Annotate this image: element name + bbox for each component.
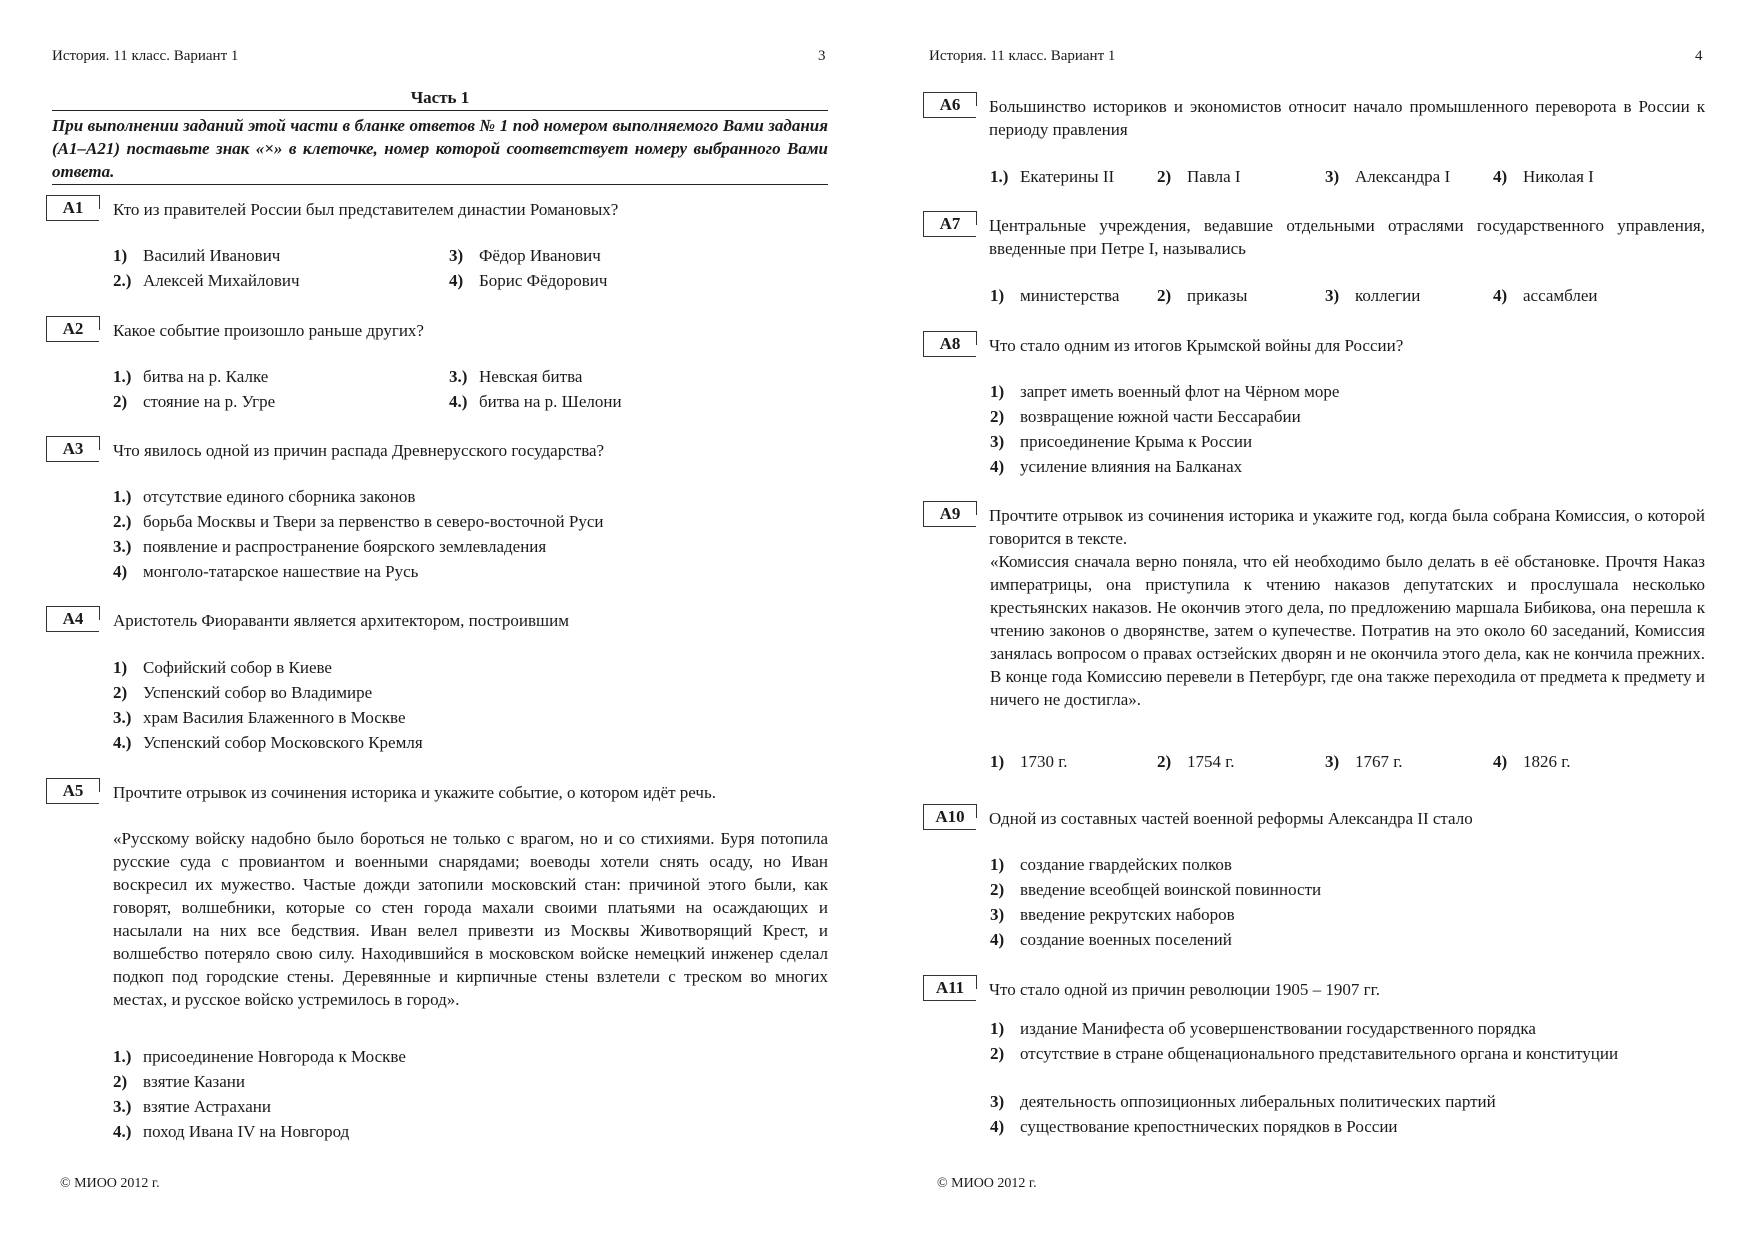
option-text: взятие Астрахани (143, 1097, 271, 1116)
answer-option (113, 244, 280, 267)
task-question: Аристотель Фиораванти является архитектором, построившим (113, 611, 569, 630)
option-number: 3) (449, 246, 464, 265)
option-number: 4) (449, 271, 464, 290)
answer-option (990, 1017, 1536, 1040)
option-text: 1767 г. (1355, 752, 1403, 771)
answer-option (990, 430, 1252, 453)
answer-option (449, 244, 601, 267)
option-text: Успенский собор Московского Кремля (143, 733, 423, 752)
historian-excerpt: «Русскому войску надобно было бороться не только с врагом, но и со стихиями. Буря потопила русские суда с провиантом и военными снарядами; воеводы хотели снять осаду, но Иван воскресил их мужество. Частые дожди затопили московский стан: причиной этого были, как говорят, волшебники, которые со стен города махали своими платьями на осаждающих и насылали на них все бедствия. Иван велел привезти из Москвы Животворящий Крест, и волшебство потеряло свою силу. Находившийся в московском войске немецкий инженер сделал подкоп под городские стены. Деревянные и кирпичные стены взлетели с треском во многих местах, и русское войско устремилось в город». (113, 829, 828, 1009)
answer-option (449, 269, 607, 292)
option-number: 2) (990, 407, 1005, 426)
option-text: поход Ивана IV на Новгород (143, 1122, 350, 1141)
option-text: монголо-татарское нашествие на Русь (143, 562, 419, 581)
answer-option (449, 365, 582, 388)
divider (52, 184, 828, 185)
option-text: введение рекрутских наборов (1020, 905, 1235, 924)
option-text: ассамблеи (1523, 286, 1598, 305)
task-label: А2 (46, 316, 99, 342)
option-number: 3.) (449, 367, 468, 386)
option-text: появление и распространение боярского землевладения (143, 537, 547, 556)
task-question: Что стало одной из причин революции 1905 – 1907 гг. (989, 980, 1380, 999)
task-label: А11 (923, 975, 976, 1001)
option-text: борьба Москвы и Твери за первенство в северо-восточной Руси (143, 512, 604, 531)
page-footer: © МИОО 2012 г. (60, 1176, 160, 1191)
task-question: Какое событие произошло раньше других? (113, 321, 424, 340)
option-number: 2) (113, 683, 128, 702)
task-question: Большинство историков и экономистов относит начало промышленного переворота в России к периоду правления (989, 97, 1705, 139)
answer-option (113, 1120, 349, 1143)
option-text: присоединение Новгорода к Москве (143, 1047, 406, 1066)
option-number: 4.) (113, 733, 132, 752)
answer-option (449, 390, 622, 413)
right-page (877, 0, 1754, 1239)
task-question: Одной из составных частей военной реформы Александра II стало (989, 809, 1473, 828)
answer-option (990, 928, 1232, 951)
task-question: Прочтите отрывок из сочинения историка и укажите событие, о котором идёт речь. (113, 783, 716, 802)
option-text: коллегии (1355, 286, 1421, 305)
option-number: 3) (1325, 167, 1340, 186)
option-number: 1) (113, 658, 128, 677)
task-label: А9 (923, 501, 976, 527)
option-text: создание гвардейских полков (1020, 855, 1232, 874)
answer-option (990, 750, 1068, 773)
option-text: создание военных поселений (1020, 930, 1232, 949)
answer-option (1157, 165, 1241, 188)
option-text: 1826 г. (1523, 752, 1571, 771)
option-number: 3.) (113, 537, 132, 556)
instruction-text: При выполнении заданий этой части в бланке ответов № 1 под номером выполняемого Вами задания (А1–А21) поставьте знак «×» в клеточке, номер которой соответствует номеру выбранного Вами ответа. (52, 116, 828, 181)
answer-option (1325, 284, 1420, 307)
option-text: стояние на р. Угре (143, 392, 276, 411)
option-number: 2) (113, 1072, 128, 1091)
task-question: Кто из правителей России был представителем династии Романовых? (113, 200, 619, 219)
option-number: 2) (990, 1044, 1005, 1063)
answer-option (990, 903, 1235, 926)
answer-option (990, 380, 1339, 403)
answer-option (113, 365, 268, 388)
answer-option (1493, 165, 1594, 188)
option-number: 1) (990, 1019, 1005, 1038)
option-text: отсутствие единого сборника законов (143, 487, 416, 506)
option-text: взятие Казани (143, 1072, 245, 1091)
answer-option (1325, 165, 1450, 188)
task-question: Центральные учреждения, ведавшие отдельными отраслями государственного управления, введенные при Петре I, назывались (989, 216, 1705, 258)
answer-option (113, 269, 300, 292)
answer-option (113, 1095, 271, 1118)
option-number: 2.) (113, 271, 132, 290)
answer-option (113, 535, 546, 558)
option-number: 4) (1493, 752, 1508, 771)
option-number: 4.) (449, 392, 468, 411)
answer-option (990, 165, 1114, 188)
task-question: Что стало одним из итогов Крымской войны для России? (989, 336, 1404, 355)
option-text: Софийский собор в Киеве (143, 658, 332, 677)
option-number: 4) (1493, 167, 1508, 186)
answer-option (990, 284, 1119, 307)
option-number: 2) (1157, 752, 1172, 771)
option-text: присоединение Крыма к России (1020, 432, 1253, 451)
option-text: деятельность оппозиционных либеральных политических партий (1020, 1092, 1496, 1111)
answer-option (113, 1045, 406, 1068)
option-text: Фёдор Иванович (479, 246, 601, 265)
task-label: А8 (923, 331, 976, 357)
task-label: А10 (923, 804, 976, 830)
option-text: 1754 г. (1187, 752, 1235, 771)
option-text: битва на р. Шелони (479, 392, 622, 411)
answer-option (113, 656, 332, 679)
answer-option (113, 510, 603, 533)
option-text: существование крепостнических порядков в России (1020, 1117, 1398, 1136)
page-footer: © МИОО 2012 г. (937, 1176, 1037, 1191)
task-question: Прочтите отрывок из сочинения историка и укажите год, когда была собрана Комиссия, о которой говорится в тексте. (989, 506, 1705, 548)
answer-option (113, 485, 415, 508)
option-text: усиление влияния на Балканах (1020, 457, 1243, 476)
option-text: Алексей Михайлович (143, 271, 300, 290)
option-number: 2) (113, 392, 128, 411)
option-number: 1.) (113, 367, 132, 386)
option-text: Василий Иванович (143, 246, 281, 265)
option-number: 1) (990, 855, 1005, 874)
option-number: 3) (1325, 286, 1340, 305)
option-text: Успенский собор во Владимире (143, 683, 373, 702)
answer-option (113, 1070, 245, 1093)
option-text: Павла I (1187, 167, 1241, 186)
option-number: 1) (113, 246, 128, 265)
page-number: 3 (818, 48, 826, 64)
answer-option (990, 1115, 1398, 1138)
option-number: 1) (990, 382, 1005, 401)
answer-option (990, 405, 1301, 428)
answer-option (990, 878, 1321, 901)
option-text: Невская битва (479, 367, 583, 386)
option-number: 4) (1493, 286, 1508, 305)
task-label: А6 (923, 92, 976, 118)
answer-option (1493, 284, 1598, 307)
option-number: 2) (990, 880, 1005, 899)
answer-option (1493, 750, 1571, 773)
option-text: Александра I (1355, 167, 1451, 186)
option-text: издание Манифеста об усовершенствовании государственного порядка (1020, 1019, 1536, 1038)
option-number: 4) (990, 930, 1005, 949)
answer-option (1157, 284, 1247, 307)
option-text: Екатерины II (1020, 167, 1115, 186)
option-text: введение всеобщей воинской повинности (1020, 880, 1322, 899)
task-label: А1 (46, 195, 99, 221)
option-text: отсутствие в стране общенационального представительного органа и конституции (1020, 1044, 1619, 1063)
option-number: 1.) (113, 1047, 132, 1066)
task-label: А5 (46, 778, 99, 804)
option-text: Николая I (1523, 167, 1594, 186)
option-text: битва на р. Калке (143, 367, 269, 386)
option-number: 3.) (113, 1097, 132, 1116)
part-title: Часть 1 (410, 88, 470, 107)
option-number: 3) (990, 905, 1005, 924)
option-text: приказы (1187, 286, 1248, 305)
option-number: 1.) (990, 167, 1009, 186)
divider (52, 110, 828, 111)
option-number: 3) (990, 432, 1005, 451)
option-text: запрет иметь военный флот на Чёрном море (1020, 382, 1340, 401)
option-number: 3) (1325, 752, 1340, 771)
page-header: История. 11 класс. Вариант 1 (52, 48, 239, 64)
task-label: А3 (46, 436, 99, 462)
option-number: 1.) (113, 487, 132, 506)
answer-option (990, 455, 1242, 478)
answer-option (113, 560, 418, 583)
option-text: Борис Фёдорович (479, 271, 608, 290)
option-number: 1) (990, 286, 1005, 305)
answer-option (990, 1090, 1496, 1113)
option-number: 4.) (113, 1122, 132, 1141)
answer-option (1325, 750, 1403, 773)
answer-option (113, 681, 372, 704)
historian-excerpt: «Комиссия сначала верно поняла, что ей необходимо было делать в её обстановке. Прочтя Наказ императрицы, она приступила к чтению наказов депутатских и прослушала несколько крестьянских наказов. Не окончив этого дела, по предложению маршала Бибикова, она перешла к чтению законов о дворянстве, затем о купечестве. Потратив на это около 60 заседаний, Комиссия занялась вопросом о правах остзейских дворян и не окончила этого дела, как не кончила прежних. В конце года Комиссию перевели в Петербург, где она также переходила от предмета к предмету и ничего не достигла». (990, 552, 1705, 709)
option-number: 4) (113, 562, 128, 581)
answer-option (1157, 750, 1235, 773)
answer-option (113, 706, 406, 729)
task-label: А4 (46, 606, 99, 632)
option-number: 3.) (113, 708, 132, 727)
option-number: 4) (990, 1117, 1005, 1136)
option-text: министерства (1020, 286, 1120, 305)
page-number: 4 (1695, 48, 1703, 64)
option-text: 1730 г. (1020, 752, 1068, 771)
option-number: 1) (990, 752, 1005, 771)
answer-option (990, 1042, 1705, 1065)
answer-option (990, 853, 1232, 876)
option-text: храм Василия Блаженного в Москве (143, 708, 406, 727)
task-label: А7 (923, 211, 976, 237)
option-number: 2) (1157, 286, 1172, 305)
answer-option (113, 390, 275, 413)
page-header: История. 11 класс. Вариант 1 (929, 48, 1116, 64)
option-number: 3) (990, 1092, 1005, 1111)
option-number: 4) (990, 457, 1005, 476)
option-text: возвращение южной части Бессарабии (1020, 407, 1301, 426)
answer-option (113, 731, 423, 754)
option-number: 2) (1157, 167, 1172, 186)
task-question: Что явилось одной из причин распада Древнерусского государства? (113, 441, 605, 460)
option-number: 2.) (113, 512, 132, 531)
